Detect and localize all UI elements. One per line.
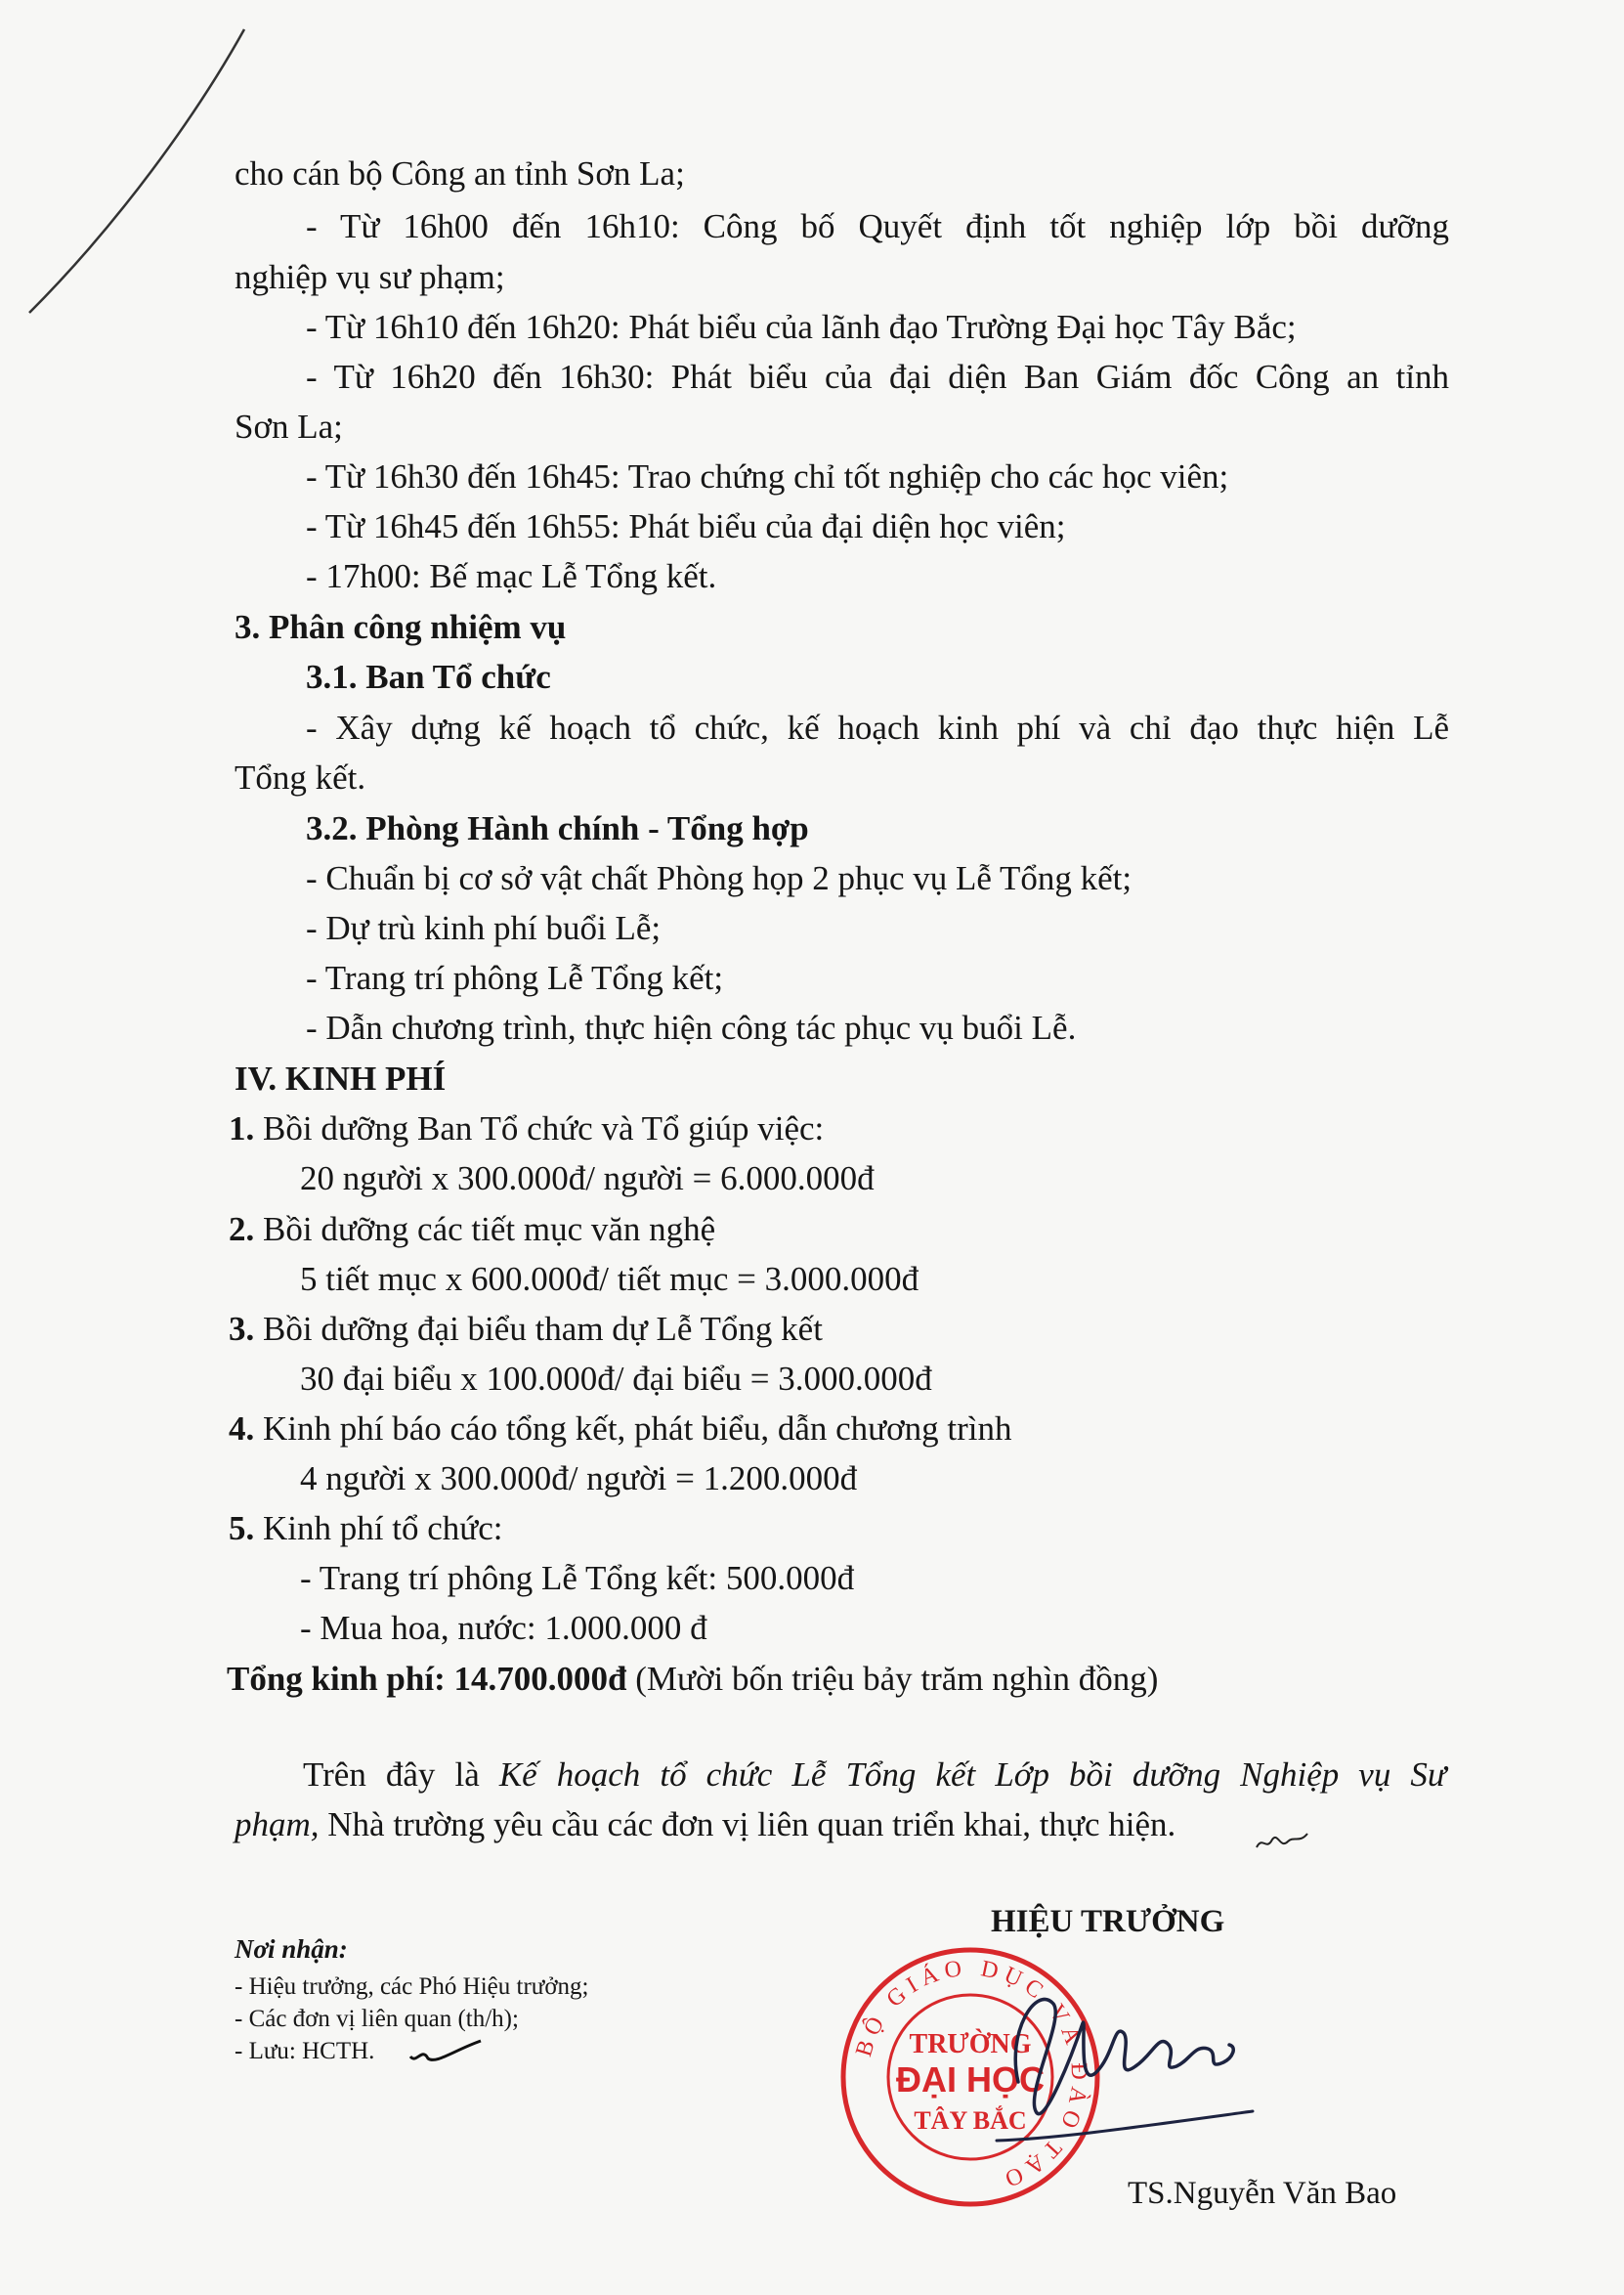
budget-item-number: 1. [229,1109,255,1148]
seal-line-1: TRƯỜNG [909,2029,1032,2059]
agenda-item-university-speech: - Từ 16h10 đến 16h20: Phát biểu của lãnh đạo Trường Đại học Tây Bắc; [306,308,1297,346]
closing-paragraph-line1 [303,1754,1446,1797]
seal-line-3: TÂY BẮC [914,2106,1027,2135]
agenda-continuation: cho cán bộ Công an tỉnh Sơn La; [235,154,685,193]
budget-item-number: 4. [229,1409,255,1448]
budget-item-1 [229,1107,824,1150]
budget-item-3 [229,1308,823,1351]
budget-item-title: Bồi dưỡng các tiết mục văn nghệ [254,1210,716,1248]
budget-item-number: 3. [229,1310,255,1348]
agenda-item-closing: - 17h00: Bế mạc Lễ Tổng kết. [306,557,717,595]
agenda-item-student-speech: - Từ 16h45 đến 16h55: Phát biểu của đại diện học viên; [306,507,1066,545]
section-budget-heading: IV. KINH PHÍ [235,1060,447,1098]
budget-item-5-sub: - Trang trí phông Lễ Tổng kết: 500.000đ [300,1559,855,1597]
org-committee-task: - Xây dựng kế hoạch tổ chức, kế hoạch kinh phí và chỉ đạo thực hiện Lễ [306,709,1449,747]
recipient-item: - Hiệu trưởng, các Phó Hiệu trưởng; [235,1973,589,2000]
agenda-item-graduation-decision-cont: nghiệp vụ sư phạm; [235,258,505,296]
initial-paraph [1253,1828,1311,1857]
budget-item-number: 2. [229,1210,255,1248]
budget-item-4 [229,1407,1011,1451]
signer-name: TS.Nguyễn Văn Bao [1128,2176,1397,2211]
budget-item-5-sub: - Mua hoa, nước: 1.000.000 đ [300,1609,707,1647]
budget-item-title: Kinh phí báo cáo tổng kết, phát biểu, dẫn chương trình [254,1409,1012,1448]
agenda-item-police-speech-cont: Sơn La; [235,408,343,446]
admin-task-item: - Trang trí phông Lễ Tổng kết; [306,959,724,997]
budget-item-1-calc: 20 người x 300.000đ/ người = 6.000.000đ [300,1159,875,1197]
subsection-admin-office: 3.2. Phòng Hành chính - Tổng hợp [306,809,809,847]
seal-line-2: ĐẠI HỌC [896,2059,1045,2100]
budget-item-2-calc: 5 tiết mục x 600.000đ/ tiết mục = 3.000.000đ [300,1260,919,1298]
budget-total-label: Tổng kinh phí: 14.700.000đ [227,1660,627,1698]
recipient-item: - Các đơn vị liên quan (th/h); [235,2006,519,2032]
budget-item-2 [229,1208,715,1251]
org-committee-task-cont: Tổng kết. [235,758,366,797]
budget-item-title: Bồi dưỡng Ban Tổ chức và Tổ giúp việc: [254,1109,825,1148]
signer-title: HIỆU TRƯỞNG [991,1904,1225,1939]
subsection-organizing-committee: 3.1. Ban Tổ chức [306,658,551,696]
agenda-item-certificates: - Từ 16h30 đến 16h45: Trao chứng chỉ tốt nghiệp cho các học viên; [306,457,1229,496]
recipients-heading: Nơi nhận: [235,1934,348,1964]
closing-plan-title: Kế hoạch tổ chức Lễ Tổng kết Lớp bồi dưỡng Nghiệp vụ Sư [498,1755,1446,1794]
budget-item-3-calc: 30 đại biểu x 100.000đ/ đại biểu = 3.000.000đ [300,1360,932,1398]
closing-paragraph-line2 [235,1803,1175,1846]
recipients-paraph [406,2035,485,2068]
agenda-item-graduation-decision: - Từ 16h00 đến 16h10: Công bố Quyết định tốt nghiệp lớp bồi dưỡng [306,207,1449,245]
agenda-item-police-speech: - Từ 16h20 đến 16h30: Phát biểu của đại diện Ban Giám đốc Công an tỉnh [306,358,1449,396]
admin-task-item: - Dẫn chương trình, thực hiện công tác phục vụ buổi Lễ. [306,1009,1077,1047]
handwritten-signature [967,1965,1270,2160]
closing-text: Nhà trường yêu cầu các đơn vị liên quan triển khai, thực hiện. [319,1805,1176,1843]
budget-item-title: Bồi dưỡng đại biểu tham dự Lễ Tổng kết [254,1310,823,1348]
closing-plan-title-cont: phạm, [235,1805,320,1843]
closing-text: Trên đây là [303,1755,499,1794]
budget-total-words: (Mười bốn triệu bảy trăm nghìn đồng) [626,1660,1159,1698]
seal-ring-text: BỘ GIÁO DỤC VÀ ĐÀO TẠO [851,1955,1092,2194]
admin-task-item: - Chuẩn bị cơ sở vật chất Phòng họp 2 phục vụ Lễ Tổng kết; [306,859,1133,897]
scan-artifact-stroke [0,0,254,332]
budget-item-number: 5. [229,1509,255,1547]
budget-item-title: Kinh phí tổ chức: [254,1509,503,1547]
admin-task-item: - Dự trù kinh phí buổi Lễ; [306,909,662,947]
budget-item-5 [229,1507,502,1550]
recipient-item: - Lưu: HCTH. [235,2038,375,2064]
section-tasks-heading: 3. Phân công nhiệm vụ [235,608,567,646]
budget-total [227,1658,1158,1701]
budget-item-4-calc: 4 người x 300.000đ/ người = 1.200.000đ [300,1459,858,1497]
